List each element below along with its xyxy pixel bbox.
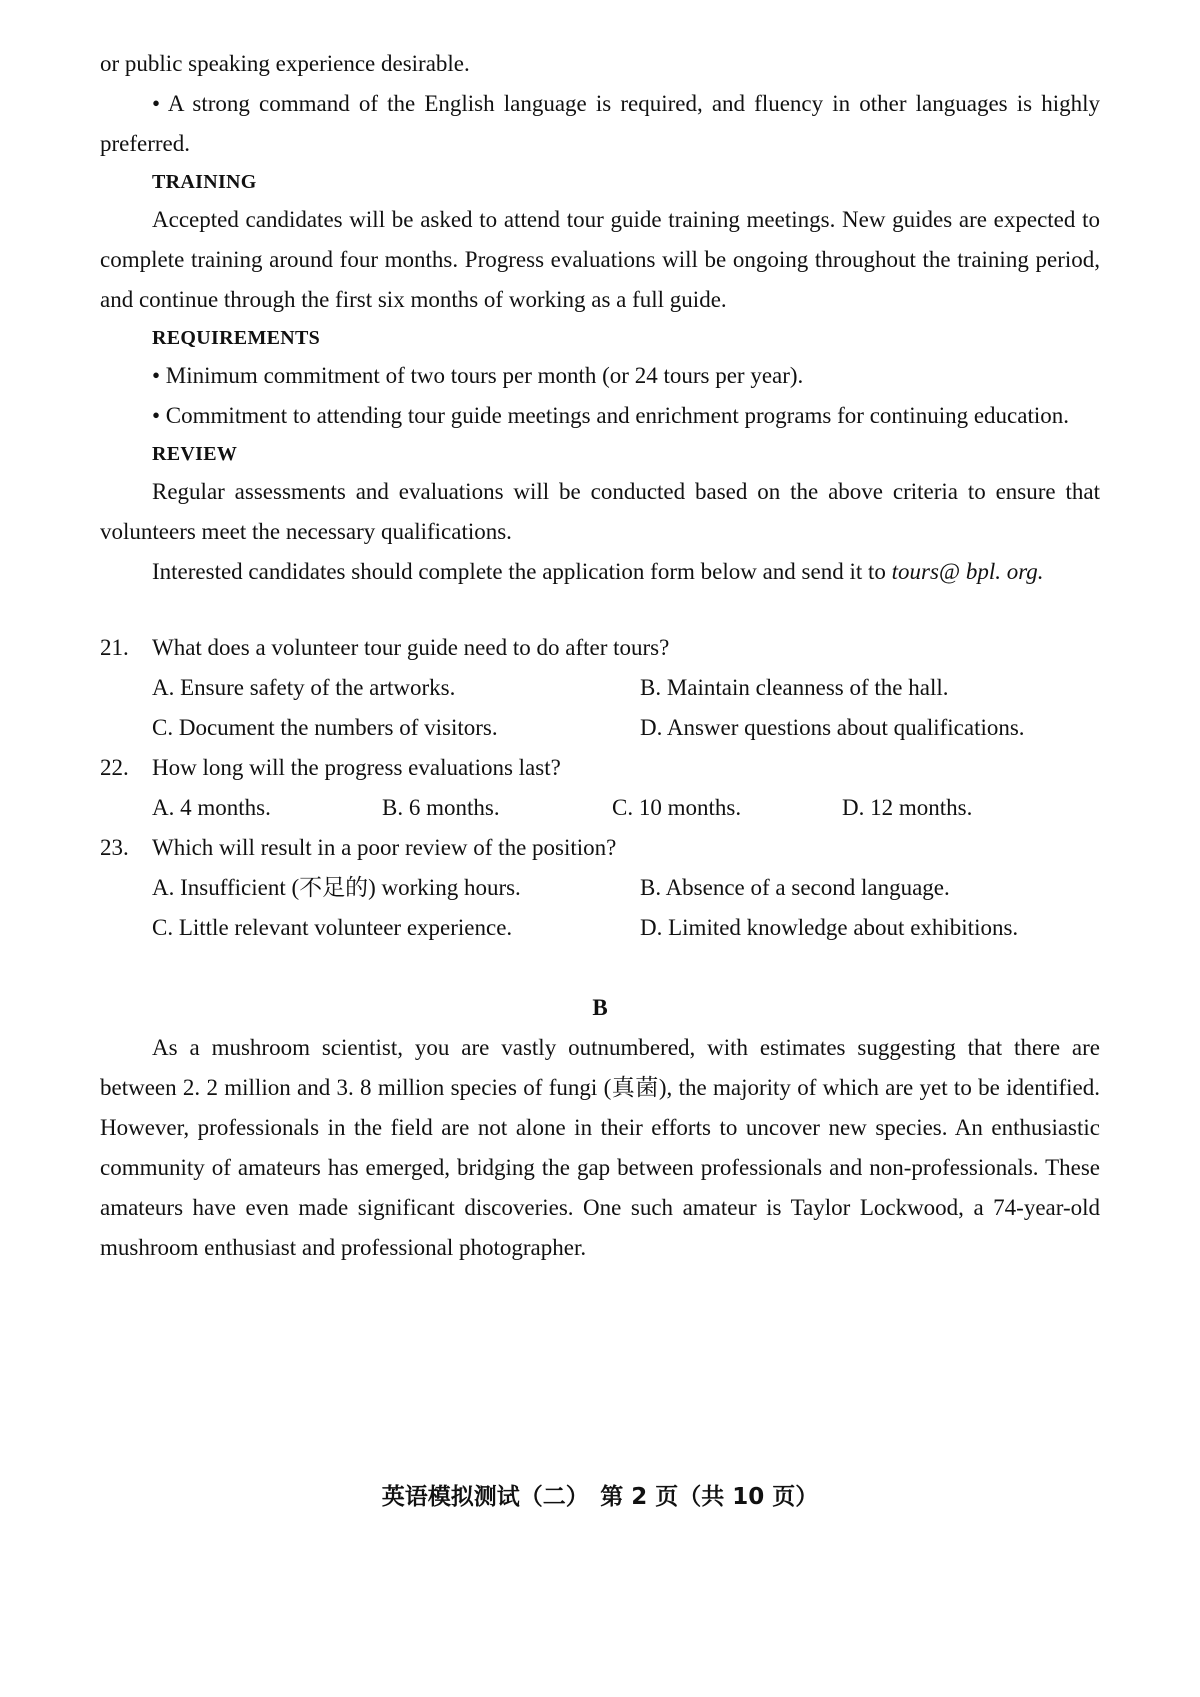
question-number: 22. [100, 755, 129, 780]
option-c: C. Little relevant volunteer experience. [152, 915, 513, 940]
question-21 [100, 628, 1100, 668]
apply-paragraph [100, 552, 1100, 592]
option-c: C. 10 months. [612, 795, 742, 820]
english-requirement-bullet: • A strong command of the English language is required, and fluency in other languages is highly preferred. [100, 91, 1100, 156]
training-heading: TRAINING [152, 171, 257, 193]
question-number: 23. [100, 835, 129, 860]
question-21-options [100, 668, 1100, 748]
option-b: B. Maintain cleanness of the hall. [640, 675, 949, 700]
section-b-label: B [592, 995, 608, 1020]
option-a: A. Ensure safety of the artworks. [152, 675, 456, 700]
review-paragraph: Regular assessments and evaluations will be conducted based on the above criteria to ensure that volunteers meet the necessary qualifications. [100, 479, 1100, 544]
option-a: A. 4 months. [152, 795, 271, 820]
requirement-bullet-2: • Commitment to attending tour guide meetings and enrichment programs for continuing education. [152, 403, 1069, 428]
question-stem: How long will the progress evaluations last? [152, 755, 561, 780]
option-d: D. 12 months. [842, 795, 973, 820]
option-d: D. Limited knowledge about exhibitions. [640, 915, 1019, 940]
option-d: D. Answer questions about qualifications. [640, 715, 1025, 740]
question-22 [100, 748, 1100, 788]
question-23-options [100, 868, 1100, 948]
option-b: B. Absence of a second language. [640, 875, 950, 900]
page-footer: 英语模拟测试（二） 第 2 页（共 10 页） [381, 1484, 819, 1510]
question-23 [100, 828, 1100, 868]
review-heading: REVIEW [152, 443, 238, 465]
continued-line: or public speaking experience desirable. [100, 51, 470, 76]
requirement-bullet-1: • Minimum commitment of two tours per month (or 24 tours per year). [152, 363, 804, 388]
option-c: C. Document the numbers of visitors. [152, 715, 498, 740]
question-22-options [100, 788, 1100, 828]
email-address: tours@ bpl. org. [891, 559, 1044, 584]
question-stem: What does a volunteer tour guide need to do after tours? [152, 635, 670, 660]
apply-text: Interested candidates should complete the application form below and send it to [152, 559, 886, 584]
option-b: B. 6 months. [382, 795, 500, 820]
passage-b-paragraph: As a mushroom scientist, you are vastly outnumbered, with estimates suggesting that there are between 2. 2 million and 3. 8 million species of fungi (真菌), the majority of which are yet to be identified. However, professionals in the field are not alone in their efforts to uncover new species. An enthusiastic community of amateurs has emerged, bridging the gap between professionals and non-professionals. These amateurs have even made significant discoveries. One such amateur is Taylor Lockwood, a 74-year-old mushroom enthusiast and professional photographer. [100, 1035, 1100, 1260]
training-paragraph: Accepted candidates will be asked to attend tour guide training meetings. New guides are expected to complete training around four months. Progress evaluations will be ongoing throughout the training period, and continue through the first six months of working as a full guide. [100, 207, 1100, 312]
question-number: 21. [100, 635, 129, 660]
page-content [100, 44, 1100, 1268]
requirements-heading: REQUIREMENTS [152, 327, 321, 349]
question-stem: Which will result in a poor review of the position? [152, 835, 617, 860]
option-a: A. Insufficient (不足的) working hours. [152, 875, 521, 900]
